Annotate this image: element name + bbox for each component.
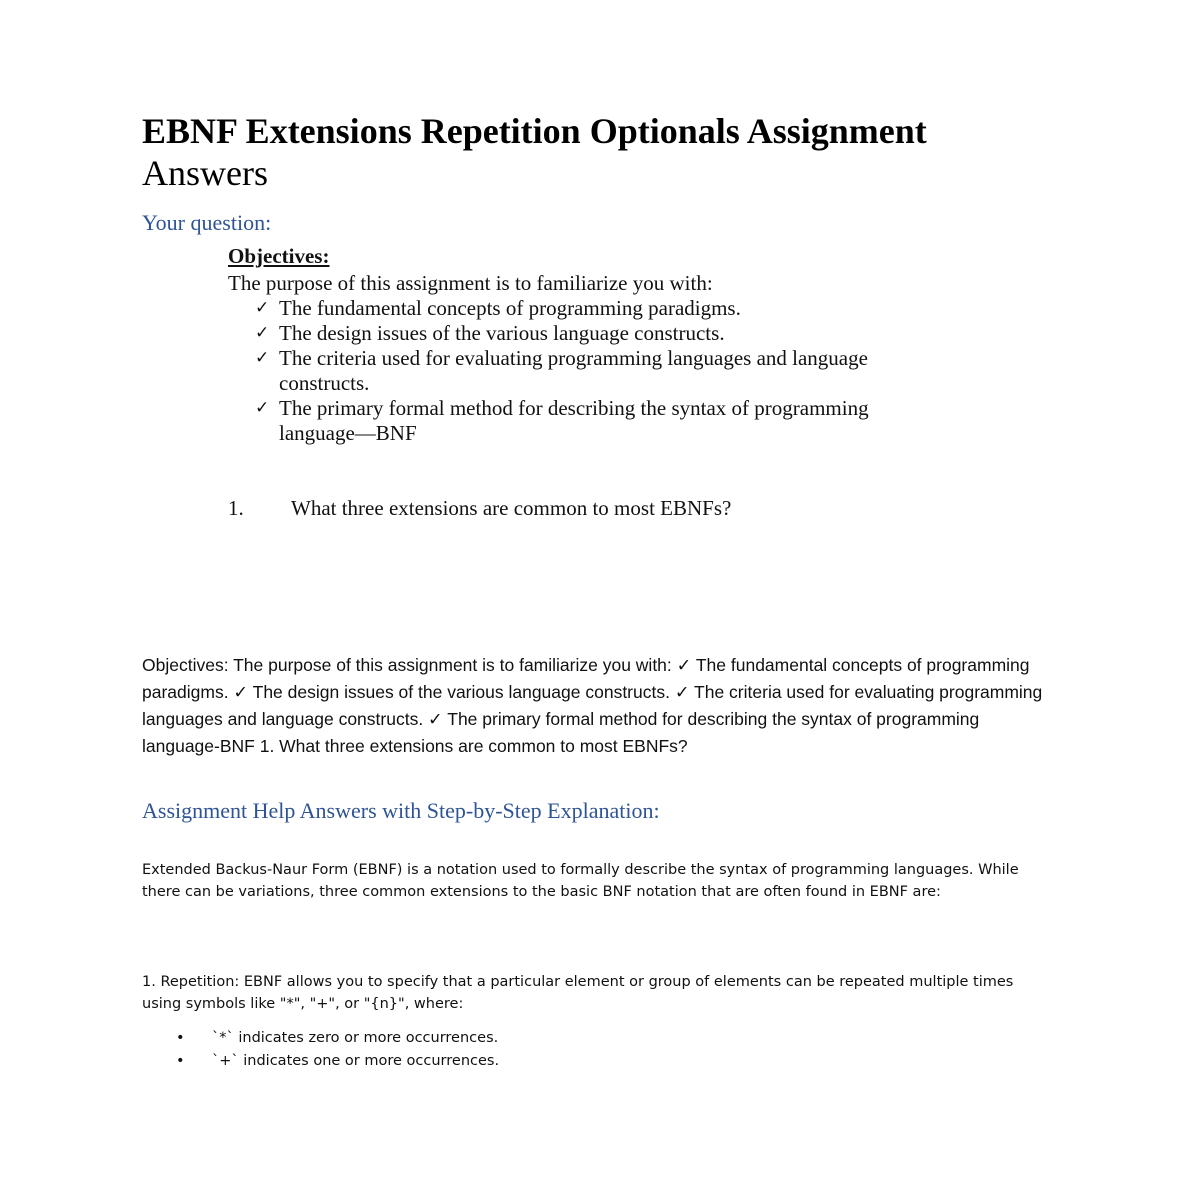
occurrence-bullet-list [142, 1027, 499, 1073]
question-image [228, 244, 988, 520]
objective-item-text: The fundamental concepts of programming paradigms. [279, 296, 741, 320]
objectives-heading: Objectives: [228, 244, 330, 268]
objective-item [255, 296, 988, 321]
objective-item [255, 321, 988, 346]
bullet-icon: • [176, 1053, 185, 1069]
repetition-point: 1. Repetition: EBNF allows you to specify that a particular element or group of elements can be repeated multiple times using symbols like "*", "+", or "{n}", where: [142, 974, 1014, 1012]
list-item-text: `+` indicates one or more occurrences. [212, 1053, 500, 1069]
checkmark-icon: ✓ [255, 348, 270, 368]
bullet-icon: • [176, 1030, 185, 1046]
list-item [142, 1050, 499, 1073]
question-label: Your question: [142, 210, 272, 235]
checkmark-icon: ✓ [255, 323, 270, 343]
question-text: What three extensions are common to most EBNFs? [291, 496, 732, 520]
page-title-bold: EBNF Extensions Repetition Optionals Assignment [142, 111, 927, 151]
question-number: 1. [228, 496, 244, 520]
transcribed-question: Objectives: The purpose of this assignment is to familiarize you with: ✓ The fundamental concepts of programming paradigms. ✓ The design issues of the various language constructs. ✓ The criteria used for evaluating programming languages and language constructs. ✓ The primary formal method for describing the syntax of programming language-BNF 1. What three extensions are common to most EBNFs? [142, 655, 1043, 756]
list-item-text: `*` indicates zero or more occurrences. [212, 1030, 499, 1046]
answer-intro: Extended Backus-Naur Form (EBNF) is a notation used to formally describe the syntax of programming languages. While there can be variations, three common extensions to the basic BNF notation that are often found in EBNF are: [142, 862, 1019, 900]
checkmark-icon: ✓ [255, 298, 270, 318]
list-item [142, 1027, 499, 1050]
objective-item [255, 346, 929, 396]
objective-item-text: The criteria used for evaluating programming languages and language constructs. [279, 346, 868, 395]
page-title [142, 110, 1042, 194]
page-title-suffix: Answers [142, 153, 268, 193]
objective-item-text: The design issues of the various language constructs. [279, 321, 725, 345]
objective-item-text: The primary formal method for describing the syntax of programming language—BNF [279, 396, 869, 445]
objective-item [255, 396, 879, 446]
checkmark-icon: ✓ [255, 398, 270, 418]
objectives-intro: The purpose of this assignment is to familiarize you with: [228, 271, 713, 295]
answer-heading: Assignment Help Answers with Step-by-Step Explanation: [142, 798, 660, 823]
objective-list [228, 296, 988, 446]
numbered-question [228, 496, 731, 521]
